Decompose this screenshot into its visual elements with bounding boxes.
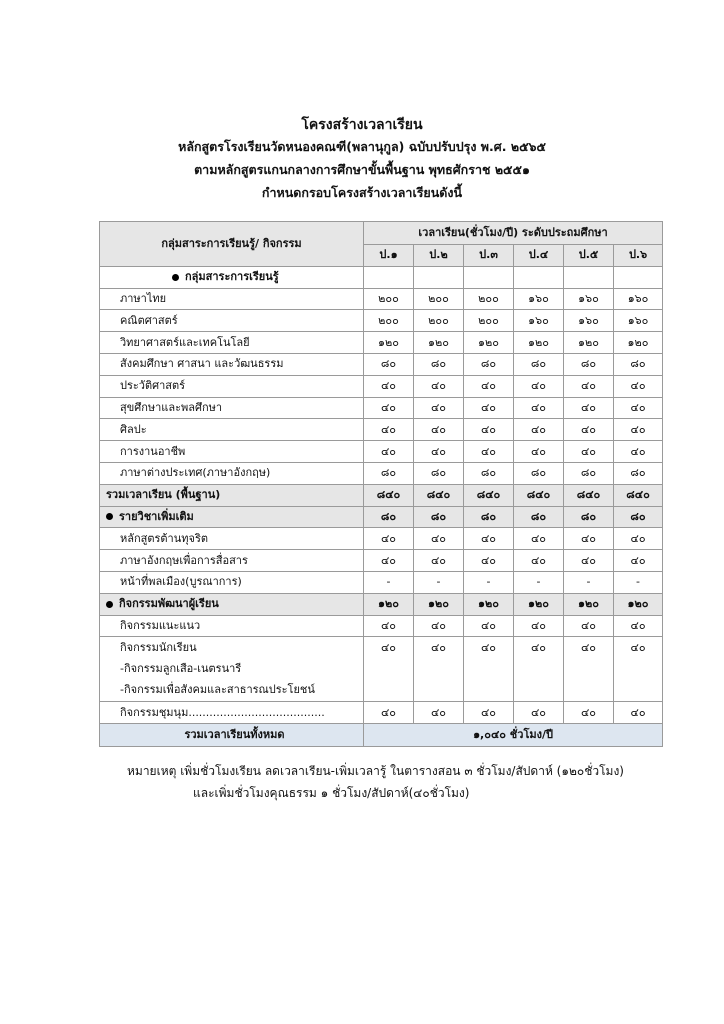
table-row [100,441,663,463]
hours-cell: ๔๐ [464,419,514,441]
hours-cell: ๔๐ [614,550,663,572]
grade-header: ป.๓ [464,245,514,267]
row-label-text: รายวิชาเพิ่มเติม [119,509,194,523]
row-label-text: กิจกรรมชุมนุม....................................... [120,705,325,719]
hours-cell: ๔๐ [514,397,564,419]
hours-cell: ๔๐ [414,550,464,572]
hours-cell: ๔๐ [564,550,614,572]
hours-cell: ๒๐๐ [414,288,464,310]
hours-cell: ๘๔๐ [414,484,464,506]
hours-cell: ๔๐ [564,615,614,637]
hours-cell: ๒๐๐ [364,288,414,310]
hours-cell: ๔๐ [464,550,514,572]
hours-cell: ๔๐ [364,615,414,637]
row-label [100,571,364,593]
hours-cell: ๑๒๐ [414,332,464,354]
hours-cell: ๑๒๐ [514,332,564,354]
table-row [100,615,663,637]
row-sub-label: -กิจกรรมลูกเสือ-เนตรนารี [120,662,242,676]
row-label [100,506,364,528]
hours-cell: ๔๐ [614,615,663,637]
section-core-label: กลุ่มสาระการเรียนรู้ [185,270,279,284]
row-label-text: สังคมศึกษา ศาสนา และวัฒนธรรม [120,357,284,371]
hours-cell: - [364,571,414,593]
hours-cell: ๔๐ [464,441,514,463]
hours-cell: ๔๐ [464,528,514,550]
hours-cell: ๘๐ [414,506,464,528]
hours-cell: ๔๐ [414,528,464,550]
extra-subjects-row [100,506,663,528]
hours-cell: ๔๐ [564,528,614,550]
table-row [100,702,663,724]
hours-cell: ๔๐ [364,550,414,572]
hours-cell: ๔๐ [614,637,663,702]
row-label [100,637,364,702]
page-title: โครงสร้างเวลาเรียน [301,117,423,133]
hours-cell: ๑๒๐ [514,593,564,615]
table-row [100,353,663,375]
hours-cell: ๔๐ [514,375,564,397]
hours-cell: ๔๐ [514,615,564,637]
hours-cell: ๑๒๐ [614,332,663,354]
row-label [100,593,364,615]
group-header: กลุ่มสาระการเรียนรู้/ กิจกรรม [100,222,364,267]
grand-total-row [100,724,663,747]
hours-cell: ๘๐ [364,462,414,484]
time-structure-table [99,221,663,747]
hours-cell: ๑๒๐ [564,593,614,615]
row-label-text: สุขศึกษาและพลศึกษา [120,400,223,414]
row-label [100,550,364,572]
activity-row [100,593,663,615]
hours-cell: ๘๐ [564,353,614,375]
grade-header: ป.๒ [414,245,464,267]
hours-cell: ๑๖๐ [564,310,614,332]
hours-cell: ๘๔๐ [614,484,663,506]
bullet-icon [106,601,113,608]
grand-total-label: รวมเวลาเรียนทั้งหมด [100,724,364,747]
hours-cell: ๔๐ [364,397,414,419]
row-label [100,484,364,506]
hours-cell: ๘๔๐ [364,484,414,506]
hours-cell: ๘๐ [514,506,564,528]
hours-cell: ๔๐ [414,419,464,441]
hours-cell: ๑๒๐ [614,593,663,615]
hours-cell: ๑๒๐ [464,593,514,615]
hours-cell: ๔๐ [614,528,663,550]
hours-cell: ๔๐ [414,397,464,419]
hours-cell: ๔๐ [614,702,663,724]
hours-cell: ๔๐ [464,615,514,637]
hours-cell: ๔๐ [514,550,564,572]
row-label [100,310,364,332]
row-sub-label: -กิจกรรมเพื่อสังคมและสาธารณประโยชน์ [120,683,315,697]
hours-cell: - [564,571,614,593]
hours-cell: ๔๐ [564,637,614,702]
grade-header: ป.๕ [564,245,614,267]
hours-cell: ๘๐ [614,353,663,375]
row-label [100,397,364,419]
hours-cell: ๔๐ [564,397,614,419]
hours-cell: ๑๒๐ [414,593,464,615]
row-label-text: วิทยาศาสตร์และเทคโนโลยี [120,335,250,349]
hours-cell: ๑๖๐ [514,288,564,310]
table-row [100,375,663,397]
hours-cell: ๔๐ [364,441,414,463]
hours-cell: ๘๐ [464,506,514,528]
section-core-subjects [100,266,364,288]
hours-cell: ๑๒๐ [364,593,414,615]
table-row [100,419,663,441]
hours-cell: ๔๐ [364,637,414,702]
row-label-text: ภาษาต่างประเทศ(ภาษาอังกฤษ) [120,466,271,480]
framework-subtitle: กำหนดกรอบโครงสร้างเวลาเรียนดังนี้ [261,185,463,200]
hours-cell: ๒๐๐ [414,310,464,332]
grade-header: ป.๖ [614,245,663,267]
row-label-text: กิจกรรมแนะแนว [120,618,201,632]
table-row [100,332,663,354]
hours-cell: ๘๔๐ [514,484,564,506]
table-row [100,571,663,593]
hours-cell: ๘๐ [614,462,663,484]
hours-cell: ๑๒๐ [364,332,414,354]
hours-cell: ๑๒๐ [464,332,514,354]
hours-cell: ๔๐ [564,702,614,724]
table-row [100,462,663,484]
row-label-text: กิจกรรมนักเรียน [120,641,197,655]
row-label-text: หลักสูตรต้านทุจริต [120,531,209,545]
hours-cell: ๔๐ [514,419,564,441]
hours-cell: ๔๐ [414,637,464,702]
hours-cell: ๔๐ [514,702,564,724]
table-row [100,288,663,310]
hours-cell: ๔๐ [564,441,614,463]
hours-cell: ๔๐ [614,441,663,463]
hours-cell: ๔๐ [364,528,414,550]
hours-cell: ๒๐๐ [364,310,414,332]
hours-cell: ๘๔๐ [464,484,514,506]
row-label [100,528,364,550]
row-label [100,353,364,375]
curriculum-subtitle: หลักสูตรโรงเรียนวัดหนองคณฑี(พลานุกูล) ฉบับปรับปรุง พ.ศ. ๒๕๖๕ [178,139,546,154]
hours-cell: ๑๖๐ [614,310,663,332]
table-row [100,310,663,332]
hours-cell: ๒๐๐ [464,288,514,310]
hours-cell: ๘๐ [414,353,464,375]
hours-cell: ๘๐ [364,506,414,528]
row-label-text: คณิตศาสตร์ [120,313,178,327]
hours-cell: ๔๐ [564,375,614,397]
row-label-text: ภาษาอังกฤษเพื่อการสื่อสาร [120,553,248,567]
grade-header: ป.๔ [514,245,564,267]
table-row [100,528,663,550]
hours-cell: ๔๐ [614,397,663,419]
grade-header: ป.๑ [364,245,414,267]
hours-cell: ๘๐ [514,462,564,484]
hours-cell: ๔๐ [464,375,514,397]
core-curriculum-subtitle: ตามหลักสูตรแกนกลางการศึกษาขั้นพื้นฐาน พุทธศักราช ๒๕๕๑ [194,162,530,177]
hours-cell: ๔๐ [564,419,614,441]
row-label [100,441,364,463]
hours-cell: ๘๐ [414,462,464,484]
hours-cell: ๔๐ [464,637,514,702]
hours-cell: ๔๐ [414,441,464,463]
row-label-text: กิจกรรมพัฒนาผู้เรียน [119,597,219,611]
hours-cell: ๘๐ [514,353,564,375]
row-label [100,332,364,354]
table-row [100,397,663,419]
subtotal-row [100,484,663,506]
bullet-icon [172,274,179,281]
row-label-text: ภาษาไทย [120,291,167,305]
time-header: เวลาเรียน(ชั่วโมง/ปี) ระดับประถมศึกษา [364,222,663,245]
row-label-text: ประวัติศาสตร์ [120,379,186,393]
hours-cell: ๔๐ [464,397,514,419]
hours-cell: ๔๐ [414,615,464,637]
hours-cell: ๘๐ [614,506,663,528]
hours-cell: ๔๐ [364,375,414,397]
hours-cell: ๘๔๐ [564,484,614,506]
note-line-1: หมายเหตุ เพิ่มชั่วโมงเรียน ลดเวลาเรียน-เพิ่มเวลารู้ ในตารางสอน ๓ ชั่วโมง/สัปดาห์ (๑๒๐ชั่วโมง) [127,764,624,778]
grand-total-value: ๑,๐๔๐ ชั่วโมง/ปี [364,724,663,747]
hours-cell: ๔๐ [414,375,464,397]
hours-cell: ๘๐ [364,353,414,375]
hours-cell: ๔๐ [614,375,663,397]
row-label [100,419,364,441]
hours-cell: ๑๖๐ [564,288,614,310]
hours-cell: ๘๐ [464,353,514,375]
row-label-text: การงานอาชีพ [120,444,186,458]
hours-cell: - [414,571,464,593]
hours-cell: ๑๒๐ [564,332,614,354]
hours-cell: ๔๐ [414,702,464,724]
hours-cell: ๔๐ [464,702,514,724]
row-label [100,375,364,397]
hours-cell: ๘๐ [564,462,614,484]
row-label [100,462,364,484]
hours-cell: ๔๐ [364,702,414,724]
table-row [100,550,663,572]
hours-cell: ๑๖๐ [614,288,663,310]
hours-cell: ๘๐ [464,462,514,484]
hours-cell: ๔๐ [514,441,564,463]
row-label-text: หน้าที่พลเมือง(บูรณาการ) [120,575,242,589]
hours-cell: ๒๐๐ [464,310,514,332]
hours-cell: ๔๐ [514,637,564,702]
row-label [100,288,364,310]
hours-cell: ๔๐ [364,419,414,441]
hours-cell: - [464,571,514,593]
hours-cell: ๔๐ [614,419,663,441]
hours-cell: - [514,571,564,593]
row-label [100,702,364,724]
student-activity-row [100,637,663,702]
row-label-text: รวมเวลาเรียน (พื้นฐาน) [106,488,221,502]
hours-cell: ๑๖๐ [514,310,564,332]
note-line-2: และเพิ่มชั่วโมงคุณธรรม ๑ ชั่วโมง/สัปดาห์(๔๐ชั่วโมง) [193,786,470,800]
hours-cell: - [614,571,663,593]
row-label-text: ศิลปะ [120,422,147,436]
hours-cell: ๔๐ [514,528,564,550]
bullet-icon [106,513,113,520]
hours-cell: ๘๐ [564,506,614,528]
row-label [100,615,364,637]
